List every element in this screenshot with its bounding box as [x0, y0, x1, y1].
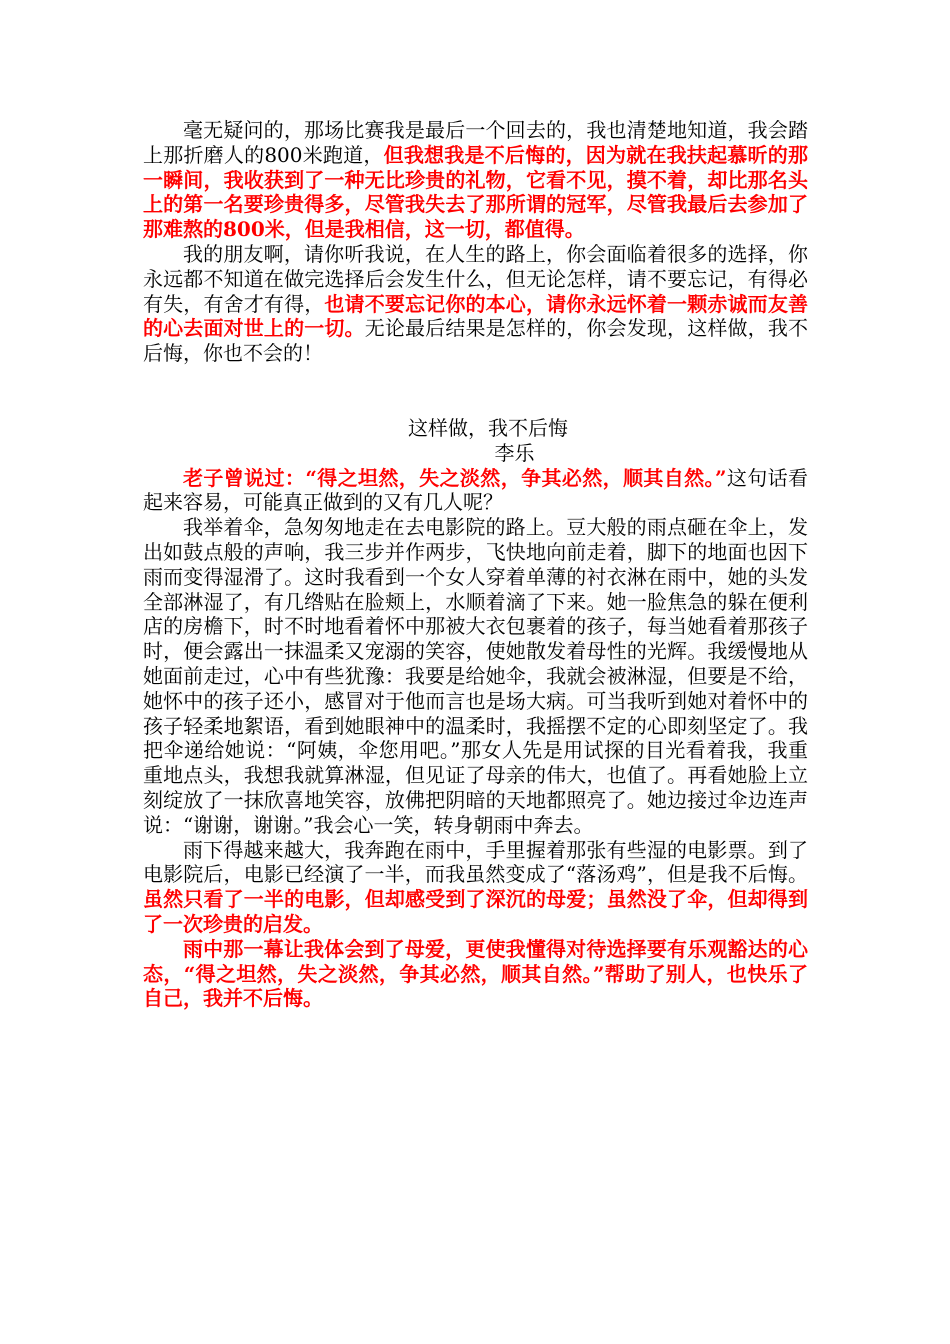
essay1-p1-highlight: 但我想我是不后悔的，因为就在我扶起慕昕的那一瞬间，我收获到了一种无比珍贵的礼物，它看不见，摸不着，却比那名头上的第一名要珍贵得多，尽管我失去了那所谓的冠军，尽管我最后去参加了那难熬的800米，但是我相信，这一切，都值得。: [143, 142, 808, 242]
essay2-author-text: 李乐: [494, 440, 535, 465]
essay2-p1-text: 这句话看起来容易，可能真正做到的又有几人呢？: [143, 465, 808, 515]
essay2-p3-highlight: 虽然只看了一半的电影，但却感受到了深沉的母爱；虽然没了伞，但却得到了一次珍贵的启发。: [143, 887, 808, 936]
essay1-paragraph-2: [143, 242, 808, 366]
essay2-title: [143, 416, 808, 441]
essay2-paragraph-4: [143, 937, 808, 1011]
essay2-title-text: 这样做，我不后悔: [408, 415, 568, 440]
essay2-p3-text: 雨下得越来越大，我奔跑在雨中，手里握着那张有些湿的电影票。到了电影院后，电影已经演了一半，而我虽然变成了“落汤鸡”，但是我不后悔。: [143, 837, 808, 887]
essay2-paragraph-1: [143, 466, 808, 516]
document-body: [143, 118, 808, 1011]
section-spacer: [143, 366, 808, 416]
essay1-paragraph-1: [143, 118, 808, 242]
essay1-p2-text-end: 无论最后结果是怎样的，你会发现，这样做，我不后悔，你也不会的！: [143, 316, 808, 366]
essay2-p1-highlight: 老子曾说过：“得之坦然，失之淡然，争其必然，顺其自然。”: [183, 465, 727, 490]
essay2-p4-highlight: 雨中那一幕让我体会到了母爱，更使我懂得对待选择要有乐观豁达的心态，“得之坦然，失之淡然，争其必然，顺其自然。”帮助了别人，也快乐了自己，我并不后悔。: [143, 936, 808, 1011]
essay2-p2-text: 我举着伞，急匆匆地走在去电影院的路上。豆大般的雨点砸在伞上，发出如鼓点般的声响，我三步并作两步，飞快地向前走着，脚下的地面也因下雨而变得湿滑了。这时我看到一个女人穿着单薄的衬衣淋在雨中，她的头发全部淋湿了，有几绺贴在脸颊上，水顺着滴了下来。她一脸焦急的躲在便利店的房檐下，时不时地看着怀中那被大衣包裹着的孩子，每当她看着那孩子时，便会露出一抹温柔又宠溺的笑容，使她散发着母性的光辉。我缓慢地从她面前走过，心中有些犹豫：我要是给她伞，我就会被淋湿，但要是不给，她怀中的孩子还小，感冒对于他而言也是场大病。可当我听到她对着怀中的孩子轻柔地絮语，看到她眼神中的温柔时，我摇摆不定的心即刻坚定了。我把伞递给她说：“阿姨，伞您用吧。”那女人先是用试探的目光看着我，我重重地点头，我想我就算淋湿，但见证了母亲的伟大，也值了。再看她脸上立刻绽放了一抹欣喜地笑容，放佛把阴暗的天地都照亮了。她边接过伞边连声说：“谢谢，谢谢。”我会心一笑，转身朝雨中奔去。: [143, 515, 808, 837]
essay2-paragraph-2: [143, 515, 808, 837]
essay1-p2-highlight: 也请不要忘记你的本心，请你永远怀着一颗赤诚而友善的心去面对世上的一切。: [143, 291, 808, 341]
essay2-paragraph-3: [143, 838, 808, 937]
essay1-p1-text: 毫无疑问的，那场比赛我是最后一个回去的，我也清楚地知道，我会踏上那折磨人的800米跑道，: [143, 118, 808, 167]
essay1-p2-text-start: 我的朋友啊，请你听我说，在人生的路上，你会面临着很多的选择，你永远都不知道在做完选择后会发生什么，但无论怎样，请不要忘记，有得必有失，有舍才有得，: [143, 241, 808, 316]
essay2-author: [143, 441, 808, 466]
